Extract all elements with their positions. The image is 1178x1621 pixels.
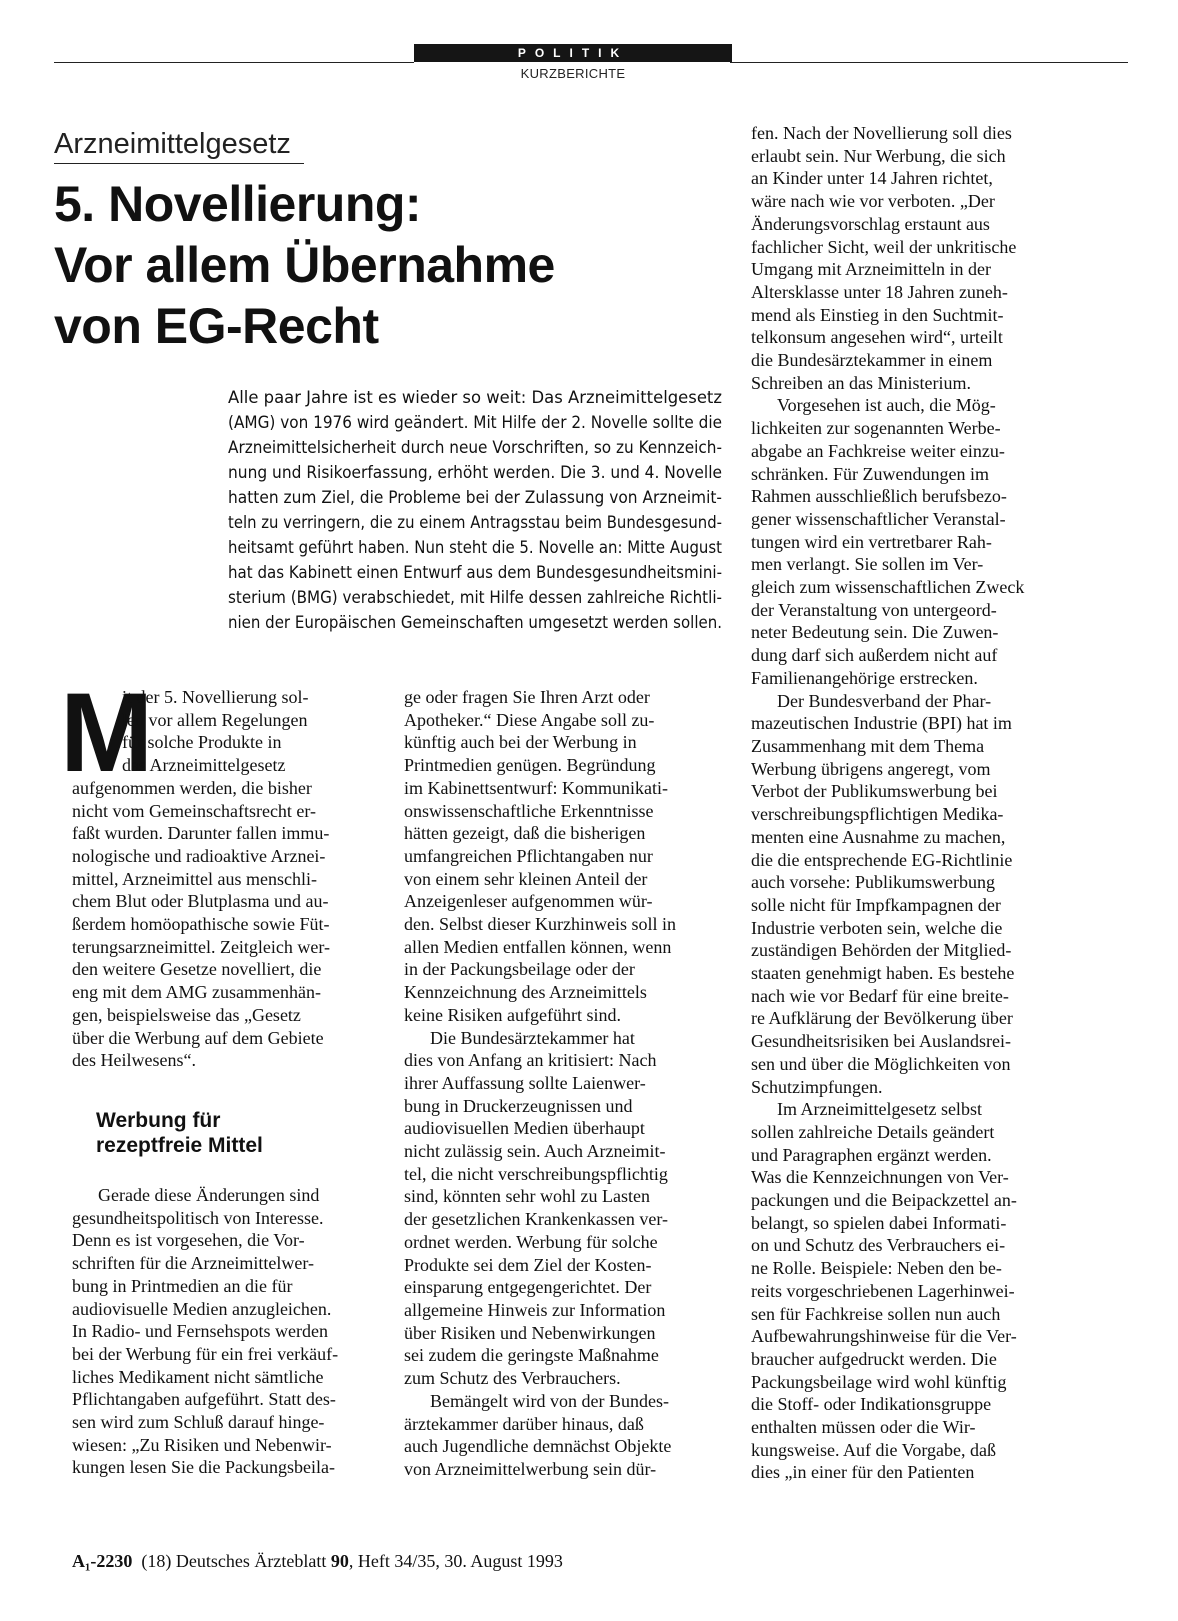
text-line: dies von Anfang an kritisiert: Nach bbox=[404, 1050, 657, 1071]
text-line: Änderungsvorschlag erstaunt aus bbox=[751, 213, 990, 234]
text-line: und Paragraphen ergänzt werden. bbox=[751, 1144, 992, 1165]
text-line: mittel, Arzneimittel aus menschli- bbox=[72, 868, 317, 889]
text-line: Schutzimpfungen. bbox=[751, 1076, 883, 1097]
text-line: Gesundheitsrisiken bei Auslandsrei- bbox=[751, 1031, 1011, 1052]
text-line: Industrie verboten sein, welche die bbox=[751, 917, 1003, 938]
text-line: in der Packungsbeilage oder der bbox=[404, 959, 635, 980]
text-line: In Radio- und Fernsehspots werden bbox=[72, 1321, 328, 1342]
lead-line: nien der Europäischen Gemeinschaften umgesetzt werden sollen. bbox=[228, 613, 722, 633]
text-line: an Kinder unter 14 Jahren richtet, bbox=[751, 168, 993, 189]
text-line: Die Bundesärztekammer hat bbox=[430, 1027, 635, 1048]
volume-number: 90 bbox=[330, 1551, 349, 1571]
text-line: nach wie vor Bedarf für eine breite- bbox=[751, 985, 1009, 1006]
text-line: bei der Werbung für ein frei verkäuf- bbox=[72, 1343, 339, 1364]
column-left-continued bbox=[72, 1184, 382, 1479]
text-line: Im Arzneimittelgesetz selbst bbox=[777, 1099, 982, 1120]
text-line: verschreibungspflichtigen Medika- bbox=[751, 804, 1004, 825]
text-line: Aufbewahrungshinweise für die Ver- bbox=[751, 1326, 1017, 1347]
text-line: auch vorsehe: Publikumswerbung bbox=[751, 872, 995, 893]
text-line: erlaubt sein. Nur Werbung, die sich bbox=[751, 145, 1006, 166]
text-line: das Arzneimittelgesetz bbox=[122, 755, 286, 776]
text-line: enthalten müssen oder die Wir- bbox=[751, 1417, 976, 1438]
text-line: solle nicht für Impfkampagnen der bbox=[751, 894, 1001, 915]
text-line: des Heilwesens“. bbox=[72, 1050, 196, 1071]
headline-line: von EG-Recht bbox=[54, 298, 379, 354]
text-line: wiesen: „Zu Risiken und Nebenwir- bbox=[72, 1434, 332, 1455]
text-line: Schreiben an das Ministerium. bbox=[751, 372, 971, 393]
text-line: Familienangehörige erstrecken. bbox=[751, 667, 978, 688]
text-line: über Risiken und Nebenwirkungen bbox=[404, 1322, 656, 1343]
text-line: onswissenschaftliche Erkenntnisse bbox=[404, 800, 654, 821]
journal-name: Deutsches Ärzteblatt bbox=[175, 1551, 327, 1571]
column-left-intro bbox=[72, 686, 382, 1072]
page-number: A₁-2230 bbox=[72, 1551, 133, 1571]
header-rule-right bbox=[730, 62, 1128, 63]
text-line: sen für Fachkreise sollen nun auch bbox=[751, 1303, 1001, 1324]
text-line: Apotheker.“ Diese Angabe soll zu- bbox=[404, 709, 655, 730]
text-line: dies „in einer für den Patienten bbox=[751, 1462, 975, 1483]
text-line: ge oder fragen Sie Ihren Arzt oder bbox=[404, 687, 650, 707]
headline-line: 5. Novellierung: bbox=[54, 176, 422, 232]
text-line: von einem sehr kleinen Anteil der bbox=[404, 868, 648, 889]
text-line: liches Medikament nicht sämtliche bbox=[72, 1366, 324, 1387]
lead-line: Alle paar Jahre ist es wieder so weit: Das Arzneimittelgesetz bbox=[228, 388, 722, 408]
text-line: lichkeiten zur sogenannten Werbe- bbox=[751, 418, 1001, 439]
column-middle bbox=[404, 686, 726, 1481]
text-line: nicht vom Gemeinschaftsrecht er- bbox=[72, 800, 317, 821]
text-line: die Stoff- oder Indikationsgruppe bbox=[751, 1394, 992, 1415]
text-line: Gerade diese Änderungen sind bbox=[98, 1185, 320, 1205]
text-line: Der Bundesverband der Phar- bbox=[777, 690, 992, 711]
text-line: Was die Kennzeichnungen von Ver- bbox=[751, 1167, 1009, 1188]
text-line: Produkte sei dem Ziel der Kosten- bbox=[404, 1254, 652, 1275]
text-line: faßt wurden. Darunter fallen immu- bbox=[72, 823, 330, 844]
text-line: nologische und radioaktive Arznei- bbox=[72, 845, 326, 866]
section-subheading bbox=[96, 1108, 396, 1158]
text-line: die die entsprechende EG-Richtlinie bbox=[751, 849, 1013, 870]
text-line: tungen wird ein vertretbarer Rah- bbox=[751, 531, 992, 552]
issue-info: , Heft 34/35, 30. August 1993 bbox=[348, 1551, 563, 1571]
text-line: der Veranstaltung von untergeord- bbox=[751, 599, 997, 620]
text-line: braucher aufgedruckt werden. Die bbox=[751, 1348, 997, 1369]
article-kicker: Arzneimittelgesetz bbox=[54, 126, 304, 164]
text-line: re Aufklärung der Bevölkerung über bbox=[751, 1008, 1013, 1029]
text-line: men verlangt. Sie sollen im Ver- bbox=[751, 554, 984, 575]
text-line: telkonsum angesehen wird“, urteilt bbox=[751, 327, 1003, 348]
text-line: den weitere Gesetze novelliert, die bbox=[72, 959, 322, 980]
text-line: neter Bedeutung sein. Die Zuwen- bbox=[751, 622, 999, 643]
text-line: gen, beispielsweise das „Gesetz bbox=[72, 1004, 301, 1025]
text-line: Altersklasse unter 18 Jahren zuneh- bbox=[751, 281, 1008, 302]
text-line: kungen lesen Sie die Packungsbeila- bbox=[72, 1457, 335, 1478]
text-line: im Kabinettsentwurf: Kommunikati- bbox=[404, 777, 668, 798]
text-line: audiovisuelle Medien anzugleichen. bbox=[72, 1298, 332, 1319]
text-line: packungen und die Beipackzettel an- bbox=[751, 1190, 1017, 1211]
section-label: POLITIK bbox=[414, 44, 732, 62]
text-line: terungsarzneimittel. Zeitgleich wer- bbox=[72, 936, 331, 957]
text-line: für solche Produkte in bbox=[122, 732, 282, 753]
text-line: die Bundesärztekammer in einem bbox=[751, 350, 993, 371]
text-line: Umgang mit Arzneimitteln in der bbox=[751, 259, 991, 280]
text-line: über die Werbung auf dem Gebiete bbox=[72, 1027, 324, 1048]
lead-line: hat das Kabinett einen Entwurf aus dem Bundesgesundheitsmini- bbox=[228, 563, 722, 583]
text-line: it der 5. Novellierung sol- bbox=[122, 687, 309, 707]
text-line: den. Selbst dieser Kurzhinweis soll in bbox=[404, 914, 676, 935]
text-line: hätten gezeigt, daß die bisherigen bbox=[404, 823, 646, 844]
text-line: Bemängelt wird von der Bundes- bbox=[430, 1390, 669, 1411]
lead-line: nung und Risikoerfassung, erhöht werden. Die 3. und 4. Novelle bbox=[228, 463, 722, 483]
lead-line: (AMG) von 1976 wird geändert. Mit Hilfe der 2. Novelle sollte die bbox=[228, 413, 722, 433]
drop-cap: M bbox=[60, 670, 154, 795]
text-line: bung in Druckerzeugnissen und bbox=[404, 1095, 633, 1116]
text-line: belangt, so spielen dabei Informati- bbox=[751, 1212, 1007, 1233]
text-line: fachlicher Sicht, weil der unkritische bbox=[751, 236, 1017, 257]
text-line: len vor allem Regelungen bbox=[122, 709, 308, 730]
text-line: aufgenommen werden, die bisher bbox=[72, 777, 312, 798]
text-line: künftig auch bei der Werbung in bbox=[404, 732, 637, 753]
text-line: gleich zum wissenschaftlichen Zweck bbox=[751, 577, 1025, 598]
text-line: dung darf sich außerdem nicht auf bbox=[751, 645, 998, 666]
text-line: Kennzeichnung des Arzneimittels bbox=[404, 982, 647, 1003]
text-line: ihrer Auffassung sollte Laienwer- bbox=[404, 1072, 646, 1093]
text-line: staaten genehmigt haben. Es bestehe bbox=[751, 963, 1015, 984]
header-rule-left bbox=[54, 62, 414, 63]
text-line: allen Medien entfallen können, wenn bbox=[404, 936, 672, 957]
headline-line: Vor allem Übernahme bbox=[54, 237, 555, 293]
text-line: Packungsbeilage wird wohl künftig bbox=[751, 1371, 1007, 1392]
text-line: ärztekammer darüber hinaus, daß bbox=[404, 1413, 644, 1434]
text-line: Zusammenhang mit dem Thema bbox=[751, 735, 985, 756]
subheading-line: Werbung für bbox=[96, 1109, 221, 1132]
text-line: Pflichtangaben aufgeführt. Statt des- bbox=[72, 1389, 336, 1410]
lead-line: heitsamt geführt haben. Nun steht die 5. Novelle an: Mitte August bbox=[228, 538, 722, 558]
text-line: sen und über die Möglichkeiten von bbox=[751, 1053, 1011, 1074]
text-line: der gesetzlichen Krankenkassen ver- bbox=[404, 1209, 669, 1230]
text-line: keine Risiken aufgeführt sind. bbox=[404, 1004, 621, 1025]
text-line: Anzeigenleser aufgenommen wür- bbox=[404, 891, 653, 912]
text-line: zum Schutz des Verbrauchers. bbox=[404, 1368, 621, 1389]
page-footer bbox=[72, 1550, 772, 1572]
text-line: chem Blut oder Blutplasma und au- bbox=[72, 891, 329, 912]
text-line: Denn es ist vorgesehen, die Vor- bbox=[72, 1230, 305, 1251]
text-line: gesundheitspolitisch von Interesse. bbox=[72, 1207, 324, 1228]
lead-line: teln zu verringern, die zu einem Antragsstau beim Bundesgesund- bbox=[228, 513, 722, 533]
text-line: menten eine Ausnahme zu machen, bbox=[751, 826, 1006, 847]
text-line: Vorgesehen ist auch, die Mög- bbox=[777, 395, 996, 416]
text-line: Printmedien genügen. Begründung bbox=[404, 755, 656, 776]
column-right bbox=[751, 122, 1075, 1484]
text-line: kungsweise. Auf die Vorgabe, daß bbox=[751, 1439, 996, 1460]
text-line: zuständigen Behörden der Mitglied- bbox=[751, 940, 1012, 961]
subsection-label: KURZBERICHTE bbox=[520, 66, 626, 81]
text-line: schränken. Für Zuwendungen im bbox=[751, 463, 989, 484]
text-line: ordnet werden. Werbung für solche bbox=[404, 1231, 658, 1252]
text-line: mazeutischen Industrie (BPI) hat im bbox=[751, 713, 1012, 734]
text-line: Rahmen ausschließlich berufsbezo- bbox=[751, 486, 1007, 507]
text-line: ne Rolle. Beispiele: Neben den be- bbox=[751, 1258, 1002, 1279]
text-line: tel, die nicht verschreibungspflichtig bbox=[404, 1163, 668, 1184]
article-lead bbox=[228, 386, 722, 636]
lead-line: hatten zum Ziel, die Probleme bei der Zulassung von Arzneimit- bbox=[228, 488, 722, 508]
text-line: fen. Nach der Novellierung soll dies bbox=[751, 123, 1012, 143]
text-line: gener wissenschaftlicher Veranstal- bbox=[751, 508, 1006, 529]
text-line: Werbung übrigens angeregt, vom bbox=[751, 758, 991, 779]
article-headline bbox=[54, 174, 714, 357]
text-line: audiovisuellen Medien überhaupt bbox=[404, 1118, 645, 1139]
lead-line: sterium (BMG) verabschiedet, mit Hilfe dessen zahlreiche Richtli- bbox=[228, 588, 722, 608]
text-line: sen wird zum Schluß darauf hinge- bbox=[72, 1412, 325, 1433]
text-line: bung in Printmedien an die für bbox=[72, 1275, 293, 1296]
text-line: von Arzneimittelwerbung sein dür- bbox=[404, 1458, 657, 1479]
text-line: sei zudem die geringste Maßnahme bbox=[404, 1345, 659, 1366]
text-line: ßerdem homöopathische sowie Füt- bbox=[72, 914, 330, 935]
text-line: eng mit dem AMG zusammenhän- bbox=[72, 982, 321, 1003]
text-line: umfangreichen Pflichtangaben nur bbox=[404, 845, 653, 866]
text-line: on und Schutz des Verbrauchers ei- bbox=[751, 1235, 1006, 1256]
lead-line: Arzneimittelsicherheit durch neue Vorschriften, so zu Kennzeich- bbox=[228, 438, 722, 458]
text-line: reits vorgeschriebenen Lagerhinwei- bbox=[751, 1280, 1015, 1301]
text-line: sind, könnten sehr wohl zu Lasten bbox=[404, 1186, 650, 1207]
text-line: mend als Einstieg in den Suchtmit- bbox=[751, 304, 1004, 325]
text-line: einsparung entgegengerichtet. Der bbox=[404, 1277, 652, 1298]
subheading-line: rezeptfreie Mittel bbox=[96, 1134, 263, 1157]
text-line: Verbot der Publikumswerbung bei bbox=[751, 781, 998, 802]
text-line: wäre nach wie vor verboten. „Der bbox=[751, 191, 995, 212]
text-line: allgemeine Hinweis zur Information bbox=[404, 1299, 666, 1320]
text-line: abgabe an Fachkreise weiter einzu- bbox=[751, 440, 1005, 461]
text-line: sollen zahlreiche Details geändert bbox=[751, 1121, 995, 1142]
text-line: schriften für die Arzneimittelwer- bbox=[72, 1253, 315, 1274]
text-line: auch Jugendliche demnächst Objekte bbox=[404, 1436, 672, 1457]
issue-page: (18) bbox=[141, 1551, 172, 1571]
text-line: nicht zulässig sein. Auch Arzneimit- bbox=[404, 1141, 666, 1162]
